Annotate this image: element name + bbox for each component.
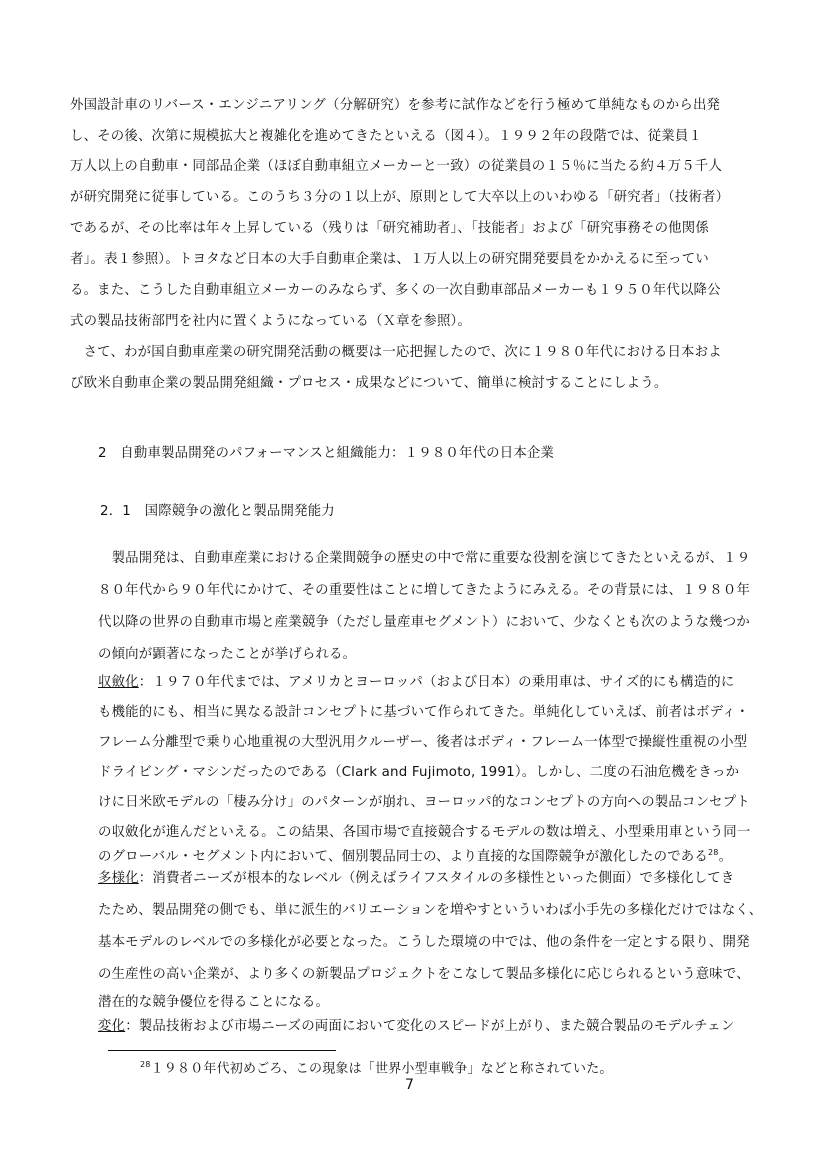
body-line: 製品開発は、自動車産業における企業間競争の歴史の中で常に重要な役割を演じてきたといえるが、１９ (98, 551, 751, 566)
convergence-first-line: 収斂化：１９７０年代までは、アメリカとヨーロッパ（および日本）の乗用車は、サイズ的にも構造的に (98, 675, 735, 690)
body-line: る。また、こうした自動車組立メーカーのみならず、多くの一次自動車部品メーカーも１９５０年代以降公 (70, 283, 721, 298)
body-line: 潜在的な競争優位を得ることになる。 (98, 995, 330, 1010)
subsection-heading: 2．1 国際競争の激化と製品開発能力 (100, 504, 335, 519)
body-line: フレーム分離型で乗り心地重視の大型汎用クルーザー、後者はボディ・フレーム一体型で操縦性重視の小型 (98, 735, 748, 750)
body-line: 基本モデルのレベルでの多様化が必要となった。こうした環境の中では、他の条件を一定とする限り、開発 (98, 935, 750, 950)
body-line: 者」。表１参照）。トヨタなど日本の大手自動車企業は、１万人以上の研究開発要員をかかえるに至ってい (70, 252, 709, 267)
body-line: の生産性の高い企業が、より多くの新製品プロジェクトをこなして製品多様化に応じられるという意味で、 (98, 967, 750, 982)
body-line: し、その後、次第に規模拡大と複雑化を進めてきたといえる（図４）。１９９２年の段階では、従業員１ (70, 129, 703, 144)
diversification-first-line: 多様化：消費者ニーズが根本的なレベル（例えばライフスタイルの多様性といった側面）で多様化してき (98, 871, 735, 886)
body-line: けに日米欧モデルの「棲み分け」のパターンが崩れ、ヨーロッパ的なコンセプトの方向への製品コンセプト (98, 795, 750, 810)
footnote-mark: 28 (140, 1060, 151, 1069)
body-line: の傾向が顕著になったことが挙げられる。 (98, 647, 357, 662)
diversification-term: 多様化 (98, 871, 139, 886)
body-line: が研究開発に従事している。このうち３分の１以上が、原則として大卒以上のいわゆる「研究者」（技術者） (70, 190, 730, 205)
body-line: 万人以上の自動車・同部品企業（ほぼ自動車組立メーカーと一致）の従業員の１５％に当たる約４万５千人 (70, 159, 723, 174)
footnote-rule (108, 1050, 336, 1051)
footnote-reference: 28 (707, 848, 719, 857)
body-line: ドライビング・マシンだったのである（Clark and Fujimoto, 1991）。しかし、二度の石油危機をきっか (98, 765, 740, 780)
section-heading: 2 自動車製品開発のパフォーマンスと組織能力：１９８０年代の日本企業 (98, 446, 555, 461)
footnote: $^{28}$１９８０年代初めごろ、この現象は「世界小型車戦争」などと称されていた。 (140, 1060, 613, 1077)
body-line: 式の製品技術部門を社内に置くようになっている（Ｘ章を参照）。 (70, 314, 472, 329)
body-line: の収斂化が進んだといえる。この結果、各国市場で直接競合するモデルの数は増え、小型乗用車という同一 (98, 825, 751, 840)
body-line: 代以降の世界の自動車市場と産業競争（ただし量産車セグメント）において、少なくとも次のような幾つか (98, 615, 750, 630)
change-first-line: 変化：製品技術および市場ニーズの両面において変化のスピードが上がり、また競合製品のモデルチェン (98, 1019, 735, 1034)
body-line: さて、わが国自動車産業の研究開発活動の概要は一応把握したので、次に１９８０年代における日本およ (70, 345, 722, 360)
body-line: であるが、その比率は年々上昇している（残りは「研究補助者」、「技能者」および「研究事務その他関係 (70, 221, 709, 236)
body-line: も機能的にも、相当に異なる設計コンセプトに基づいて作られてきた。単純化していえば、前者はボディ・ (98, 705, 750, 720)
change-term: 変化 (98, 1019, 126, 1034)
body-line: たため、製品開発の側でも、単に派生的バリエーションを増やすといういわば小手先の多様化だけではなく、 (98, 903, 763, 918)
convergence-last-line: のグローバル・セグメント内において、個別製品同士の、より直接的な国際競争が激化したのである$^{28}$。 (98, 848, 733, 865)
body-line: び欧米自動車企業の製品開発組織・プロセス・成果などについて、簡単に検討することにしよう。 (70, 376, 668, 391)
body-line: 外国設計車のリバース・エンジニアリング（分解研究）を参考に試作などを行う極めて単純なものから出発 (70, 98, 721, 113)
body-line: ８０年代から９０年代にかけて、その重要性はことに増してきたようにみえる。その背景には、１９８０年 (98, 583, 751, 598)
convergence-term: 収斂化 (98, 675, 139, 690)
page-number: 7 (405, 1077, 414, 1093)
